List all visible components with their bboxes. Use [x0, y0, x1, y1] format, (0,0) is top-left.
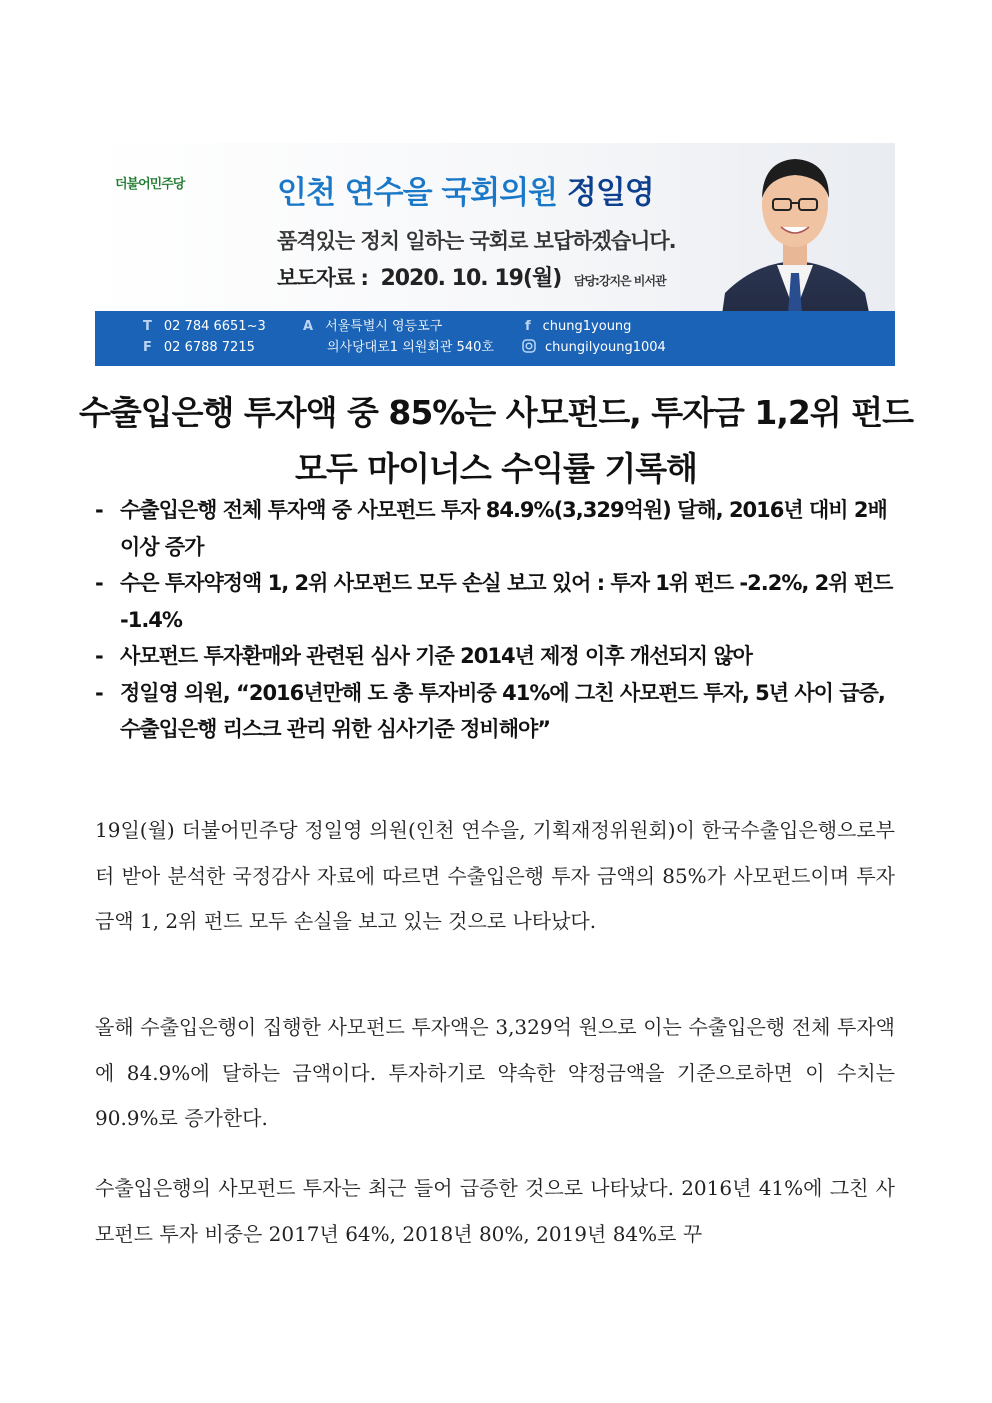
contact-person: 담당:강지은 비서관	[573, 274, 666, 288]
fax-number: 02 6788 7215	[163, 340, 255, 355]
body-paragraph-3: 수출입은행의 사모펀드 투자는 최근 들어 급증한 것으로 나타났다. 2016년 41%에 그친 사모펀드 투자 비중은 2017년 64%, 2018년 80%, 2019년 84%로 꾸	[95, 1176, 895, 1246]
sub-point: - 수은 투자약정액 1, 2위 사모펀드 모두 손실 보고 있어 : 투자 1위 펀드 -2.2%, 2위 펀드 -1.4%	[95, 571, 893, 632]
telephone	[143, 317, 266, 337]
headline-line-2: 모두 마이너스 수익률 기록해	[294, 449, 697, 488]
telephone-number: 02 784 6651~3	[163, 319, 266, 334]
facebook-icon: f	[525, 319, 531, 334]
fax	[143, 338, 255, 358]
sub-headline-list	[95, 492, 905, 748]
press-release-label: 보도자료 :	[277, 266, 368, 290]
instagram-account: chungilyoung1004	[522, 338, 666, 358]
facebook-account: f chung1young	[525, 319, 632, 334]
party-logo: 더불어민주당	[115, 177, 185, 192]
slogan: 품격있는 정치 일하는 국회로 보답하겠습니다.	[277, 229, 676, 253]
instagram-icon	[522, 339, 536, 353]
sub-point: - 수출입은행 전체 투자액 중 사모펀드 투자 84.9%(3,329억원) 달해, 2016년 대비 2배 이상 증가	[95, 498, 887, 559]
member-title	[277, 167, 654, 212]
press-release-banner	[95, 143, 895, 366]
headline	[60, 385, 932, 497]
address-line-1: A 서울특별시 영등포구	[303, 319, 443, 334]
telephone-icon: T	[143, 319, 152, 334]
body-paragraph-1: 19일(월) 더불어민주당 정일영 의원(인천 연수을, 기획재정위원회)이 한국수출입은행으로부터 받아 분석한 국정감사 자료에 따르면 수출입은행 투자 금액의 85%가 사모펀드이며 투자금액 1, 2위 펀드 모두 손실을 보고 있는 것으로 나타났다.	[95, 818, 895, 933]
body-paragraph-2: 올해 수출입은행이 집행한 사모펀드 투자액은 3,329억 원으로 이는 수출입은행 전체 투자액에 84.9%에 달하는 금액이다. 투자하기로 약속한 약정금액을 기준으로하면 이 수치는 90.9%로 증가한다.	[95, 1015, 895, 1130]
fax-icon: F	[143, 340, 152, 355]
press-release-date: 2020. 10. 19(월)	[380, 266, 562, 291]
sub-point: - 정일영 의원, “2016년만해 도 총 투자비중 41%에 그친 사모펀드 투자, 5년 사이 급증, 수출입은행 리스크 관리 위한 심사기준 정비해야”	[95, 680, 885, 741]
headline-line-1: 수출입은행 투자액 중 85%는 사모펀드, 투자금 1,2위 펀드	[79, 393, 913, 432]
member-title-prefix: 인천 연수을 국회의원	[277, 175, 567, 211]
press-release-line	[277, 261, 666, 292]
contact-info-bar	[95, 311, 895, 366]
address-icon: A	[303, 319, 314, 334]
member-name: 정일영	[566, 175, 654, 211]
address-line-2: 의사당대로1 의원회관 540호	[327, 340, 494, 355]
sub-point: - 사모펀드 투자환매와 관련된 심사 기준 2014년 제정 이후 개선되지 않아	[95, 644, 752, 668]
